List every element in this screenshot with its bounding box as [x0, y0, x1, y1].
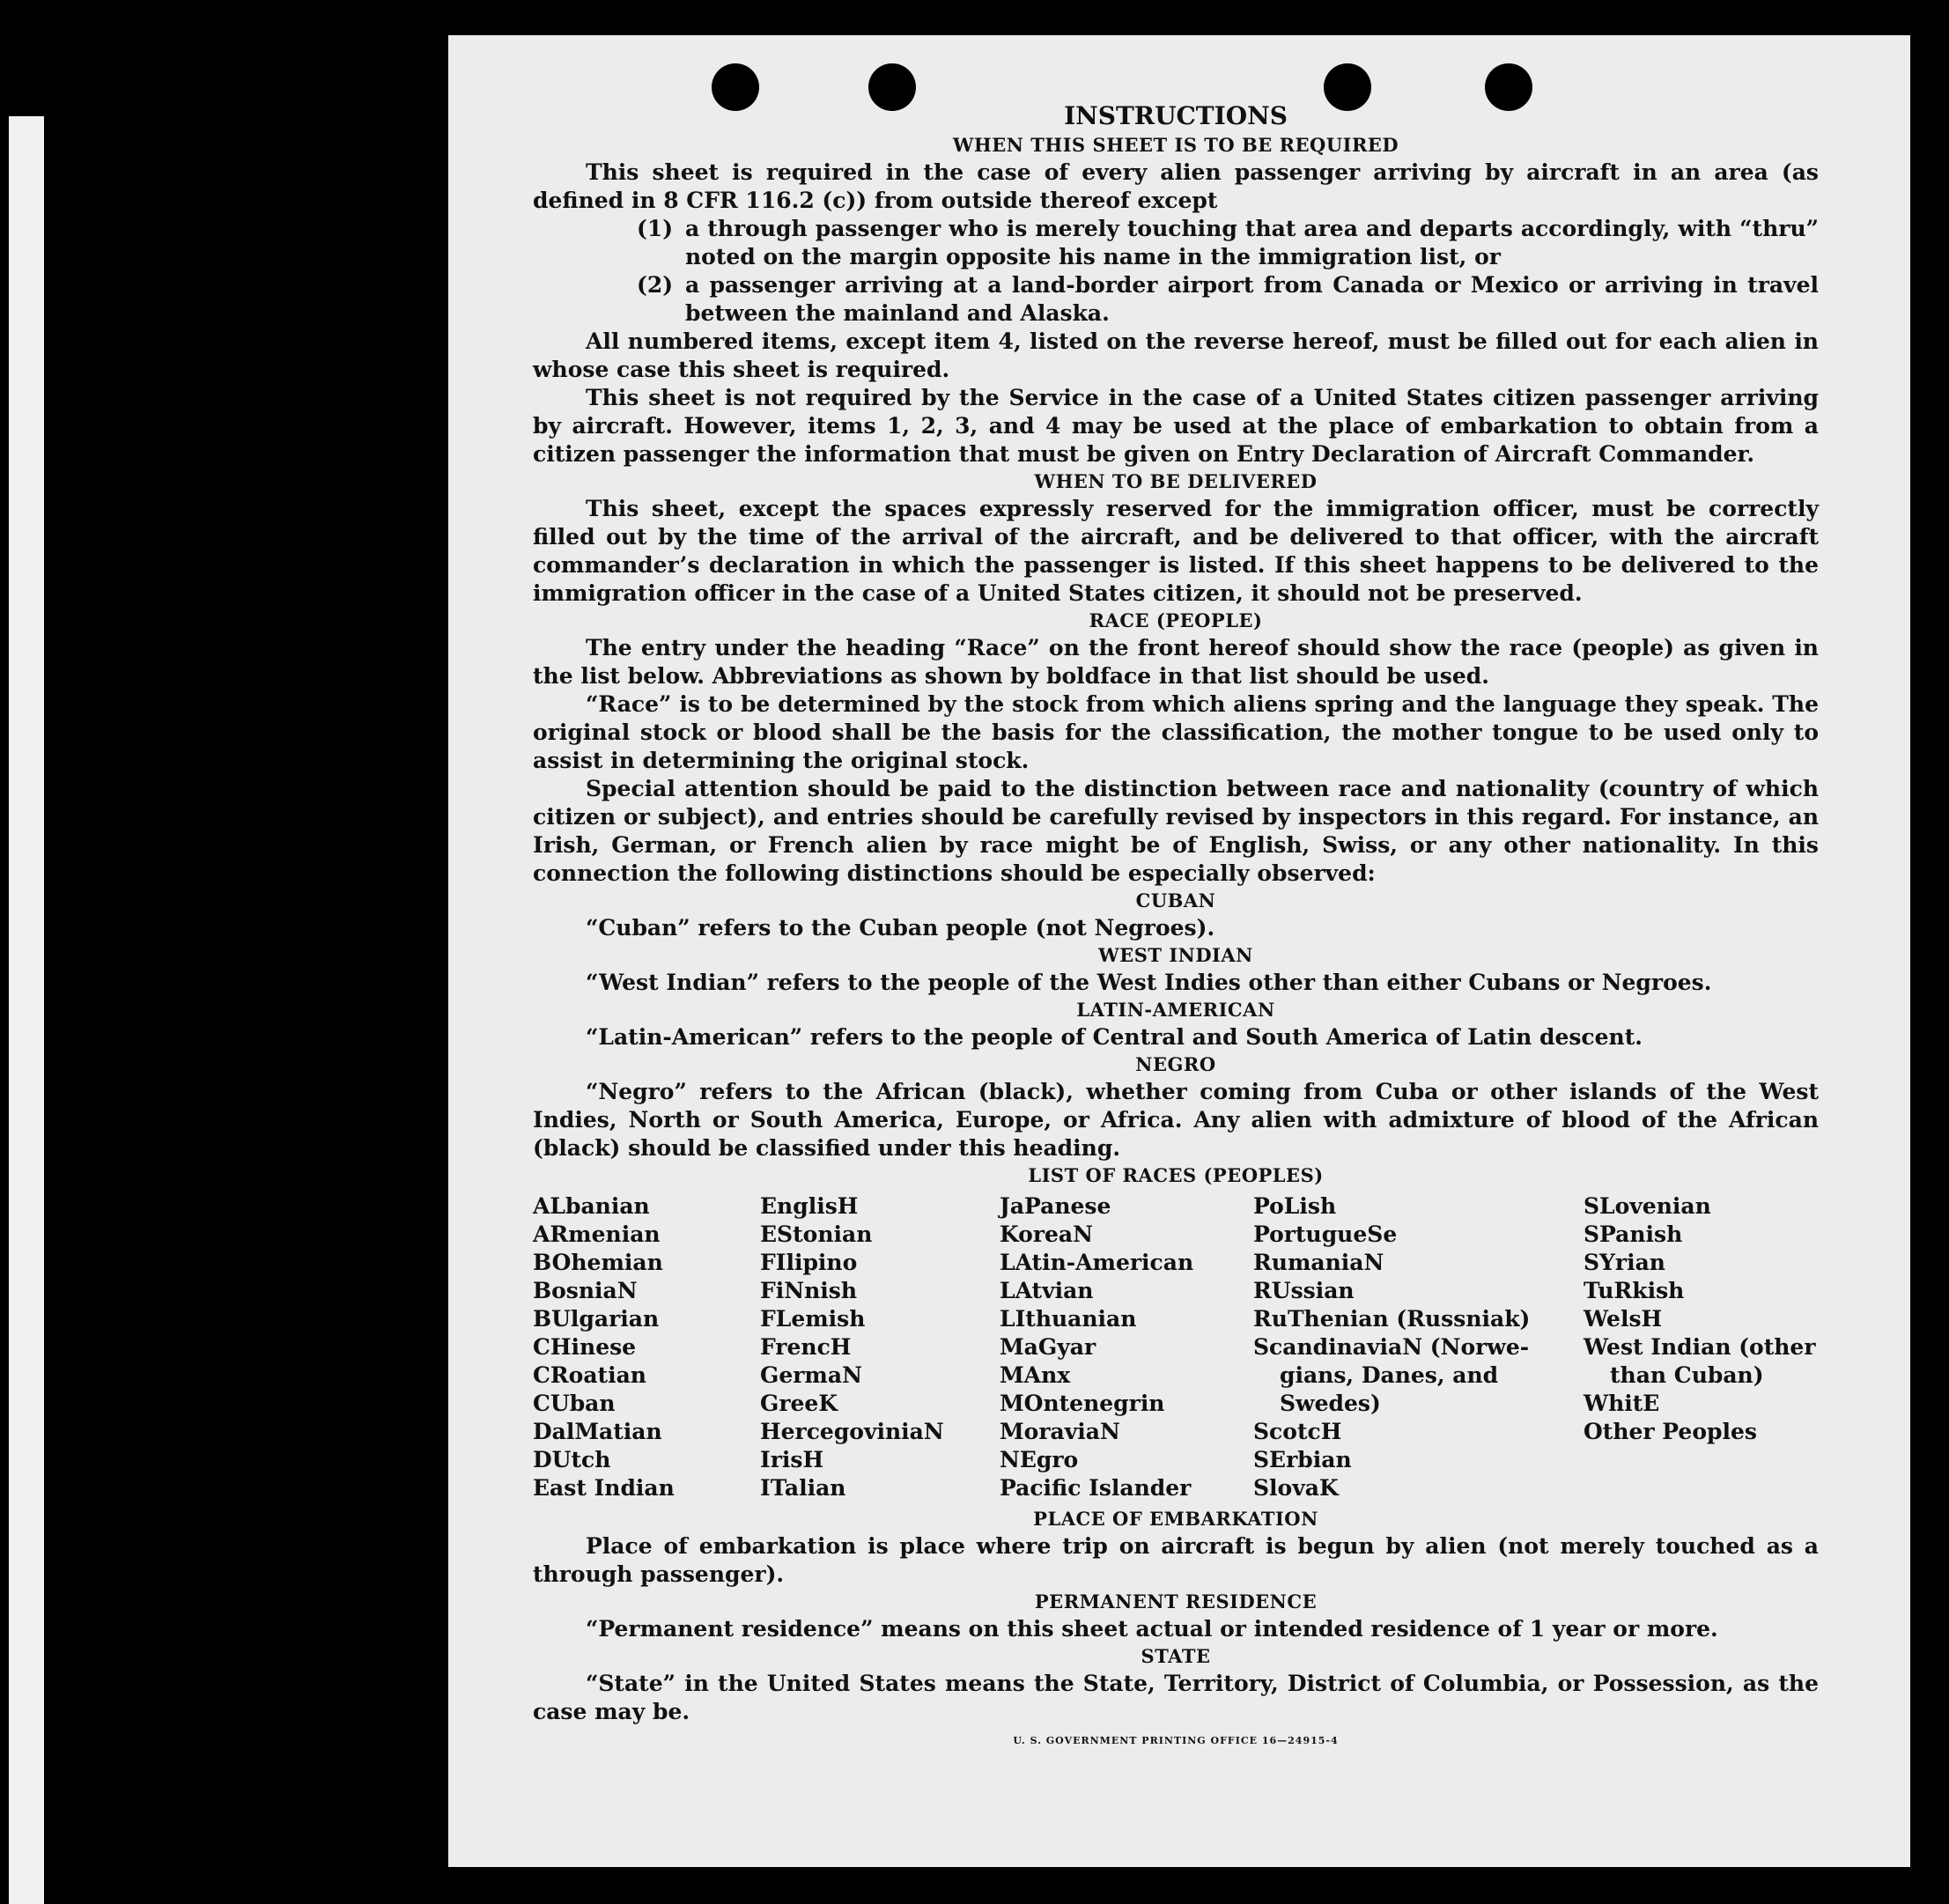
race-group	[1253, 1192, 1584, 1362]
race-entry: ARmenian	[533, 1221, 661, 1247]
race-column	[760, 1192, 1000, 1502]
scan-left-strip	[9, 116, 44, 1904]
race-entry: DalMatian	[533, 1419, 662, 1444]
paragraph: This sheet is not required by the Service in the case of a United States citizen passenger arriving by aircraft. However, items 1, 2, 3, and 4 may be used at the place of embarkation to obtain from a citizen passenger the information that must be given on Entry Declaration of Aircraft Commander.	[533, 385, 1819, 467]
heading-west-indian: WEST INDIAN	[1098, 944, 1253, 966]
race-entry: Other Peoples	[1584, 1419, 1757, 1444]
paragraph: “Latin-American” refers to the people of Central and South America of Latin descent.	[586, 1024, 1643, 1050]
paragraph: Place of embarkation is place where trip on aircraft is begun by alien (not merely touched as a through passenger).	[533, 1533, 1819, 1587]
race-entry: PortugueSe	[1253, 1221, 1398, 1247]
race-entry: ITalian	[760, 1475, 846, 1501]
race-entry: FiNnish	[760, 1278, 858, 1303]
race-entry: LIthuanian	[1000, 1306, 1137, 1332]
race-entry: HercegoviniaN	[760, 1419, 944, 1444]
race-entry: SPanish	[1584, 1221, 1683, 1247]
race-entry: IrisH	[760, 1447, 824, 1472]
item-text: a through passenger who is merely touching that area and departs accordingly, with “thru” noted on the margin opposite his name in the immigration list, or	[685, 216, 1819, 269]
race-entry: TuRkish	[1584, 1278, 1685, 1303]
race-entry: EnglisH	[760, 1193, 859, 1219]
race-entry: ScandinaviaN (Norwe-	[1253, 1334, 1530, 1360]
race-group	[1253, 1362, 1584, 1418]
heading-race: RACE (PEOPLE)	[1089, 609, 1263, 631]
paragraph: This sheet is required in the case of every alien passenger arriving by aircraft in an area (as defined in 8 CFR 116.2 (c)) from outside thereof except	[533, 159, 1819, 213]
race-group	[1584, 1362, 1819, 1390]
race-entry: LAtin-American	[1000, 1250, 1194, 1275]
race-column	[1253, 1192, 1584, 1502]
paragraph: This sheet, except the spaces expressly reserved for the immigration officer, must be correctly filled out by the time of the arrival of the aircraft, and be delivered to that officer, with the aircraft commander’s declaration in which the passenger is listed. If this sheet happens to be delivered to the immigration officer in the case of a United States citizen, it should not be preserved.	[533, 496, 1819, 606]
race-entry: than Cuban)	[1610, 1362, 1764, 1388]
printing-office-footer: U. S. GOVERNMENT PRINTING OFFICE 16—24915-4	[1013, 1735, 1339, 1746]
race-entry: MAnx	[1000, 1362, 1071, 1388]
race-entry: BUlgarian	[533, 1306, 660, 1332]
race-column	[1584, 1192, 1819, 1502]
paragraph: “Race” is to be determined by the stock from which aliens spring and the language they speak. The original stock or blood shall be the basis for the classification, the mother tongue to be used only to assist in determining the original stock.	[533, 691, 1819, 773]
heading-place-of-embarkation: PLACE OF EMBARKATION	[1033, 1508, 1318, 1530]
race-entry: JaPanese	[1000, 1193, 1111, 1219]
page-title: INSTRUCTIONS	[1064, 101, 1288, 130]
race-entry: DUtch	[533, 1447, 611, 1472]
item-text: a passenger arriving at a land-border airport from Canada or Mexico or arriving in travel between the mainland and Alaska.	[685, 272, 1819, 326]
race-entry: MOntenegrin	[1000, 1391, 1165, 1416]
paragraph: “Permanent residence” means on this sheet actual or intended residence of 1 year or more.	[586, 1616, 1718, 1642]
race-entry: GermaN	[760, 1362, 862, 1388]
paragraph: “State” in the United States means the State, Territory, District of Columbia, or Possession, as the case may be.	[533, 1671, 1819, 1724]
race-group	[1253, 1418, 1584, 1502]
race-entry: West Indian (other	[1584, 1334, 1816, 1360]
heading-state: STATE	[1141, 1645, 1211, 1667]
paragraph: “West Indian” refers to the people of the West Indies other than either Cubans or Negroes.	[586, 970, 1712, 995]
heading-when-delivered: WHEN TO BE DELIVERED	[1034, 470, 1318, 492]
race-entry: CRoatian	[533, 1362, 646, 1388]
race-entry: MaGyar	[1000, 1334, 1096, 1360]
heading-when-required: WHEN THIS SHEET IS TO BE REQUIRED	[952, 134, 1399, 156]
exception-item	[637, 271, 1819, 328]
race-entry: East Indian	[533, 1475, 675, 1501]
race-entry: RumaniaN	[1253, 1250, 1384, 1275]
race-entry: BosniaN	[533, 1278, 638, 1303]
race-entry: CHinese	[533, 1334, 637, 1360]
race-entry: SLovenian	[1584, 1193, 1711, 1219]
race-entry: GreeK	[760, 1391, 838, 1416]
heading-latin-american: LATIN-AMERICAN	[1076, 999, 1275, 1021]
race-entry: FLemish	[760, 1306, 866, 1332]
race-entry: Swedes)	[1280, 1391, 1381, 1416]
heading-cuban: CUBAN	[1135, 889, 1216, 911]
race-column	[533, 1192, 760, 1502]
race-entry: LAtvian	[1000, 1278, 1094, 1303]
race-entry: WelsH	[1584, 1306, 1663, 1332]
race-list	[533, 1192, 1819, 1502]
race-entry: FrencH	[760, 1334, 852, 1360]
paragraph: “Cuban” refers to the Cuban people (not Negroes).	[586, 915, 1215, 941]
race-entry: SErbian	[1253, 1447, 1352, 1472]
race-entry: CUban	[533, 1391, 616, 1416]
race-entry: EStonian	[760, 1221, 873, 1247]
race-entry: gians, Danes, and	[1280, 1362, 1499, 1388]
race-column	[1000, 1192, 1253, 1502]
race-entry: SlovaK	[1253, 1475, 1339, 1501]
paragraph: All numbered items, except item 4, listed on the reverse hereof, must be filled out for each alien in whose case this sheet is required.	[533, 328, 1819, 382]
race-entry: SYrian	[1584, 1250, 1665, 1275]
paragraph: “Negro” refers to the African (black), whether coming from Cuba or other islands of the West Indies, North or South America, Europe, or Africa. Any alien with admixture of blood of the African (black) should be classified under this heading.	[533, 1079, 1819, 1161]
race-entry: MoraviaN	[1000, 1419, 1120, 1444]
race-entry: PoLish	[1253, 1193, 1337, 1219]
race-entry: ScotcH	[1253, 1419, 1342, 1444]
paragraph: The entry under the heading “Race” on the front hereof should show the race (people) as given in the list below. Abbreviations as shown by boldface in that list should be used.	[533, 635, 1819, 689]
heading-permanent-residence: PERMANENT RESIDENCE	[1034, 1590, 1318, 1612]
race-entry: WhitE	[1584, 1391, 1660, 1416]
heading-list-of-races: LIST OF RACES (PEOPLES)	[1028, 1164, 1324, 1186]
document-page	[448, 35, 1910, 1867]
heading-negro: NEGRO	[1135, 1053, 1216, 1075]
race-entry: FIlipino	[760, 1250, 858, 1275]
race-group	[1584, 1192, 1819, 1362]
item-number: (1)	[637, 216, 674, 241]
race-group	[1584, 1390, 1819, 1446]
item-number: (2)	[637, 272, 674, 298]
exception-item	[637, 215, 1819, 271]
race-entry: RuThenian (Russniak)	[1253, 1306, 1531, 1332]
paragraph: Special attention should be paid to the distinction between race and nationality (country of which citizen or subject), and entries should be carefully revised by inspectors in this regard. For instance, an Irish, German, or French alien by race might be of English, Swiss, or any other nationality. In this connection the following distinctions should be especially observed:	[533, 776, 1819, 886]
race-entry: Pacific Islander	[1000, 1475, 1192, 1501]
race-entry: KoreaN	[1000, 1221, 1093, 1247]
instructions-content	[533, 100, 1819, 1749]
race-entry: RUssian	[1253, 1278, 1355, 1303]
race-entry: ALbanian	[533, 1193, 650, 1219]
race-entry: BOhemian	[533, 1250, 663, 1275]
race-entry: NEgro	[1000, 1447, 1079, 1472]
